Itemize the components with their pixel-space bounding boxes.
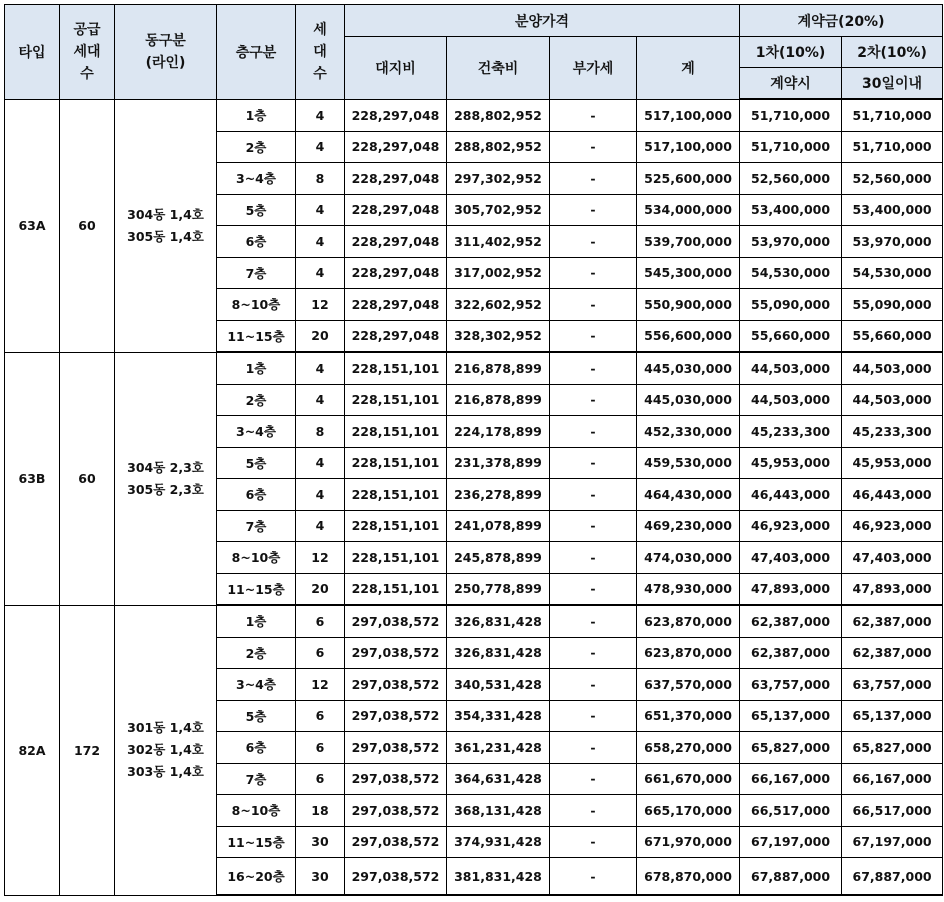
vat-cell: - [550, 257, 637, 289]
type-cell: 63B [5, 352, 60, 605]
units-cell: 6 [296, 637, 345, 669]
total-price-cell: 678,870,000 [637, 858, 740, 896]
table-row [5, 99, 943, 131]
second-deposit-cell: 65,827,000 [842, 732, 943, 764]
first-deposit-cell: 52,560,000 [740, 163, 842, 195]
units-cell: 6 [296, 605, 345, 637]
land-price-cell: 228,297,048 [345, 131, 447, 163]
second-deposit-cell: 66,517,000 [842, 795, 943, 827]
floor-cell: 8~10층 [217, 289, 296, 321]
second-deposit-cell: 45,953,000 [842, 447, 943, 479]
units-cell: 4 [296, 352, 345, 384]
total-price-cell: 658,270,000 [637, 732, 740, 764]
second-deposit-cell: 46,443,000 [842, 479, 943, 511]
dong-cell [115, 352, 217, 605]
header-units: 세 대 수 [296, 5, 345, 100]
first-deposit-cell: 63,757,000 [740, 669, 842, 701]
building-price-cell: 317,002,952 [447, 257, 550, 289]
total-price-cell: 525,600,000 [637, 163, 740, 195]
total-price-cell: 661,670,000 [637, 763, 740, 795]
floor-cell: 1층 [217, 352, 296, 384]
floor-cell: 11~15층 [217, 320, 296, 352]
floor-cell: 6층 [217, 732, 296, 764]
units-cell: 12 [296, 542, 345, 574]
vat-cell: - [550, 700, 637, 732]
total-price-cell: 671,970,000 [637, 826, 740, 858]
dong-line: 303동 1,4호 [127, 764, 204, 779]
building-price-cell: 311,402,952 [447, 226, 550, 258]
units-cell: 4 [296, 226, 345, 258]
land-price-cell: 228,297,048 [345, 99, 447, 131]
units-cell: 4 [296, 99, 345, 131]
first-deposit-cell: 53,400,000 [740, 194, 842, 226]
type-cell: 63A [5, 99, 60, 352]
building-price-cell: 224,178,899 [447, 416, 550, 448]
first-deposit-cell: 46,443,000 [740, 479, 842, 511]
total-price-cell: 637,570,000 [637, 669, 740, 701]
vat-cell: - [550, 795, 637, 827]
units-cell: 20 [296, 573, 345, 605]
first-deposit-cell: 46,923,000 [740, 510, 842, 542]
building-price-cell: 216,878,899 [447, 352, 550, 384]
land-price-cell: 228,297,048 [345, 289, 447, 321]
header-supply: 공급 세대 수 [60, 5, 115, 100]
second-deposit-cell: 54,530,000 [842, 257, 943, 289]
land-price-cell: 228,151,101 [345, 479, 447, 511]
building-price-cell: 250,778,899 [447, 573, 550, 605]
floor-cell: 1층 [217, 605, 296, 637]
first-deposit-cell: 55,090,000 [740, 289, 842, 321]
floor-cell: 11~15층 [217, 573, 296, 605]
total-price-cell: 623,870,000 [637, 605, 740, 637]
header-deposit-group: 계약금(20%) [740, 5, 943, 37]
second-deposit-cell: 45,233,300 [842, 416, 943, 448]
units-cell: 4 [296, 510, 345, 542]
second-deposit-cell: 44,503,000 [842, 384, 943, 416]
total-price-cell: 478,930,000 [637, 573, 740, 605]
building-price-cell: 368,131,428 [447, 795, 550, 827]
vat-cell: - [550, 416, 637, 448]
floor-cell: 5층 [217, 447, 296, 479]
dong-line: 304동 1,4호 [127, 206, 204, 222]
land-price-cell: 297,038,572 [345, 700, 447, 732]
building-price-cell: 288,802,952 [447, 131, 550, 163]
building-price-cell: 374,931,428 [447, 826, 550, 858]
floor-cell: 6층 [217, 226, 296, 258]
supply-cell: 60 [60, 99, 115, 352]
floor-cell: 1층 [217, 99, 296, 131]
vat-cell: - [550, 163, 637, 195]
second-deposit-cell: 53,400,000 [842, 194, 943, 226]
land-price-cell: 228,297,048 [345, 226, 447, 258]
floor-cell: 6층 [217, 479, 296, 511]
second-deposit-cell: 51,710,000 [842, 131, 943, 163]
total-price-cell: 464,430,000 [637, 479, 740, 511]
first-deposit-cell: 67,197,000 [740, 826, 842, 858]
vat-cell: - [550, 352, 637, 384]
second-deposit-cell: 67,197,000 [842, 826, 943, 858]
units-cell: 4 [296, 257, 345, 289]
first-deposit-cell: 66,167,000 [740, 763, 842, 795]
header-floor: 층구분 [217, 5, 296, 100]
vat-cell: - [550, 826, 637, 858]
building-price-cell: 361,231,428 [447, 732, 550, 764]
land-price-cell: 228,297,048 [345, 257, 447, 289]
second-deposit-cell: 67,887,000 [842, 858, 943, 896]
floor-cell: 11~15층 [217, 826, 296, 858]
vat-cell: - [550, 226, 637, 258]
vat-cell: - [550, 479, 637, 511]
second-deposit-cell: 62,387,000 [842, 637, 943, 669]
units-cell: 30 [296, 826, 345, 858]
dong-cell [115, 99, 217, 352]
land-price-cell: 297,038,572 [345, 637, 447, 669]
floor-cell: 7층 [217, 257, 296, 289]
total-price-cell: 445,030,000 [637, 352, 740, 384]
vat-cell: - [550, 447, 637, 479]
first-deposit-cell: 45,233,300 [740, 416, 842, 448]
units-cell: 4 [296, 447, 345, 479]
header-second-when: 30일이내 [842, 68, 943, 100]
second-deposit-cell: 55,660,000 [842, 320, 943, 352]
units-cell: 4 [296, 479, 345, 511]
building-price-cell: 231,378,899 [447, 447, 550, 479]
header-dong: 동구분 (라인) [115, 5, 217, 100]
building-price-cell: 305,702,952 [447, 194, 550, 226]
building-price-cell: 326,831,428 [447, 605, 550, 637]
header-total: 계 [637, 37, 740, 100]
vat-cell: - [550, 384, 637, 416]
building-price-cell: 326,831,428 [447, 637, 550, 669]
vat-cell: - [550, 99, 637, 131]
vat-cell: - [550, 858, 637, 896]
table-row [5, 352, 943, 384]
building-price-cell: 364,631,428 [447, 763, 550, 795]
units-cell: 4 [296, 194, 345, 226]
first-deposit-cell: 54,530,000 [740, 257, 842, 289]
total-price-cell: 545,300,000 [637, 257, 740, 289]
supply-cell: 60 [60, 352, 115, 605]
first-deposit-cell: 44,503,000 [740, 384, 842, 416]
land-price-cell: 228,151,101 [345, 416, 447, 448]
header-vat: 부가세 [550, 37, 637, 100]
total-price-cell: 665,170,000 [637, 795, 740, 827]
second-deposit-cell: 65,137,000 [842, 700, 943, 732]
vat-cell: - [550, 763, 637, 795]
vat-cell: - [550, 131, 637, 163]
building-price-cell: 328,302,952 [447, 320, 550, 352]
first-deposit-cell: 51,710,000 [740, 99, 842, 131]
first-deposit-cell: 47,893,000 [740, 573, 842, 605]
units-cell: 18 [296, 795, 345, 827]
building-price-cell: 288,802,952 [447, 99, 550, 131]
units-cell: 30 [296, 858, 345, 896]
floor-cell: 2층 [217, 384, 296, 416]
units-cell: 12 [296, 289, 345, 321]
floor-cell: 16~20층 [217, 858, 296, 896]
units-cell: 6 [296, 732, 345, 764]
dong-line: 302동 1,4호 [127, 742, 204, 757]
second-deposit-cell: 62,387,000 [842, 605, 943, 637]
second-deposit-cell: 51,710,000 [842, 99, 943, 131]
total-price-cell: 651,370,000 [637, 700, 740, 732]
units-cell: 8 [296, 416, 345, 448]
vat-cell: - [550, 542, 637, 574]
land-price-cell: 228,151,101 [345, 542, 447, 574]
vat-cell: - [550, 732, 637, 764]
dong-line: 305동 1,4호 [127, 228, 204, 244]
vat-cell: - [550, 289, 637, 321]
first-deposit-cell: 62,387,000 [740, 605, 842, 637]
land-price-cell: 228,297,048 [345, 194, 447, 226]
first-deposit-cell: 65,827,000 [740, 732, 842, 764]
price-table [4, 4, 943, 896]
total-price-cell: 623,870,000 [637, 637, 740, 669]
second-deposit-cell: 46,923,000 [842, 510, 943, 542]
units-cell: 12 [296, 669, 345, 701]
total-price-cell: 517,100,000 [637, 131, 740, 163]
first-deposit-cell: 47,403,000 [740, 542, 842, 574]
first-deposit-cell: 65,137,000 [740, 700, 842, 732]
building-price-cell: 381,831,428 [447, 858, 550, 896]
dong-line: 305동 2,3호 [127, 481, 204, 497]
units-cell: 4 [296, 131, 345, 163]
first-deposit-cell: 45,953,000 [740, 447, 842, 479]
building-price-cell: 297,302,952 [447, 163, 550, 195]
header-building: 건축비 [447, 37, 550, 100]
land-price-cell: 297,038,572 [345, 763, 447, 795]
building-price-cell: 354,331,428 [447, 700, 550, 732]
first-deposit-cell: 67,887,000 [740, 858, 842, 896]
total-price-cell: 474,030,000 [637, 542, 740, 574]
floor-cell: 8~10층 [217, 542, 296, 574]
land-price-cell: 228,297,048 [345, 320, 447, 352]
vat-cell: - [550, 637, 637, 669]
header-land: 대지비 [345, 37, 447, 100]
table-body [5, 99, 943, 895]
second-deposit-cell: 53,970,000 [842, 226, 943, 258]
land-price-cell: 228,151,101 [345, 447, 447, 479]
vat-cell: - [550, 605, 637, 637]
floor-cell: 3~4층 [217, 416, 296, 448]
second-deposit-cell: 66,167,000 [842, 763, 943, 795]
dong-line: 301동 1,4호 [127, 720, 204, 735]
floor-cell: 3~4층 [217, 669, 296, 701]
header-second-deposit: 2차(10%) [842, 37, 943, 68]
second-deposit-cell: 47,403,000 [842, 542, 943, 574]
total-price-cell: 469,230,000 [637, 510, 740, 542]
land-price-cell: 228,151,101 [345, 352, 447, 384]
first-deposit-cell: 66,517,000 [740, 795, 842, 827]
floor-cell: 2층 [217, 637, 296, 669]
land-price-cell: 228,151,101 [345, 573, 447, 605]
land-price-cell: 297,038,572 [345, 732, 447, 764]
first-deposit-cell: 62,387,000 [740, 637, 842, 669]
vat-cell: - [550, 194, 637, 226]
units-cell: 6 [296, 700, 345, 732]
first-deposit-cell: 44,503,000 [740, 352, 842, 384]
second-deposit-cell: 63,757,000 [842, 669, 943, 701]
header-type: 타입 [5, 5, 60, 100]
second-deposit-cell: 52,560,000 [842, 163, 943, 195]
total-price-cell: 459,530,000 [637, 447, 740, 479]
land-price-cell: 297,038,572 [345, 605, 447, 637]
dong-line: 304동 2,3호 [127, 459, 204, 475]
header-first-deposit: 1차(10%) [740, 37, 842, 68]
floor-cell: 5층 [217, 700, 296, 732]
floor-cell: 5층 [217, 194, 296, 226]
type-cell: 82A [5, 605, 60, 895]
second-deposit-cell: 44,503,000 [842, 352, 943, 384]
floor-cell: 2층 [217, 131, 296, 163]
land-price-cell: 228,151,101 [345, 384, 447, 416]
floor-cell: 7층 [217, 510, 296, 542]
floor-cell: 3~4층 [217, 163, 296, 195]
units-cell: 20 [296, 320, 345, 352]
header-first-when: 계약시 [740, 68, 842, 100]
building-price-cell: 322,602,952 [447, 289, 550, 321]
first-deposit-cell: 51,710,000 [740, 131, 842, 163]
units-cell: 4 [296, 384, 345, 416]
total-price-cell: 556,600,000 [637, 320, 740, 352]
total-price-cell: 517,100,000 [637, 99, 740, 131]
building-price-cell: 241,078,899 [447, 510, 550, 542]
building-price-cell: 236,278,899 [447, 479, 550, 511]
land-price-cell: 297,038,572 [345, 669, 447, 701]
total-price-cell: 452,330,000 [637, 416, 740, 448]
units-cell: 6 [296, 763, 345, 795]
total-price-cell: 445,030,000 [637, 384, 740, 416]
floor-cell: 7층 [217, 763, 296, 795]
land-price-cell: 297,038,572 [345, 795, 447, 827]
header-price-group: 분양가격 [345, 5, 740, 37]
land-price-cell: 228,151,101 [345, 510, 447, 542]
first-deposit-cell: 55,660,000 [740, 320, 842, 352]
first-deposit-cell: 53,970,000 [740, 226, 842, 258]
second-deposit-cell: 47,893,000 [842, 573, 943, 605]
vat-cell: - [550, 573, 637, 605]
units-cell: 8 [296, 163, 345, 195]
supply-cell: 172 [60, 605, 115, 895]
total-price-cell: 534,000,000 [637, 194, 740, 226]
building-price-cell: 340,531,428 [447, 669, 550, 701]
dong-cell [115, 605, 217, 895]
building-price-cell: 216,878,899 [447, 384, 550, 416]
land-price-cell: 297,038,572 [345, 826, 447, 858]
table-row [5, 605, 943, 637]
vat-cell: - [550, 669, 637, 701]
second-deposit-cell: 55,090,000 [842, 289, 943, 321]
land-price-cell: 228,297,048 [345, 163, 447, 195]
floor-cell: 8~10층 [217, 795, 296, 827]
land-price-cell: 297,038,572 [345, 858, 447, 896]
total-price-cell: 550,900,000 [637, 289, 740, 321]
vat-cell: - [550, 320, 637, 352]
total-price-cell: 539,700,000 [637, 226, 740, 258]
building-price-cell: 245,878,899 [447, 542, 550, 574]
vat-cell: - [550, 510, 637, 542]
table-header [5, 5, 943, 100]
